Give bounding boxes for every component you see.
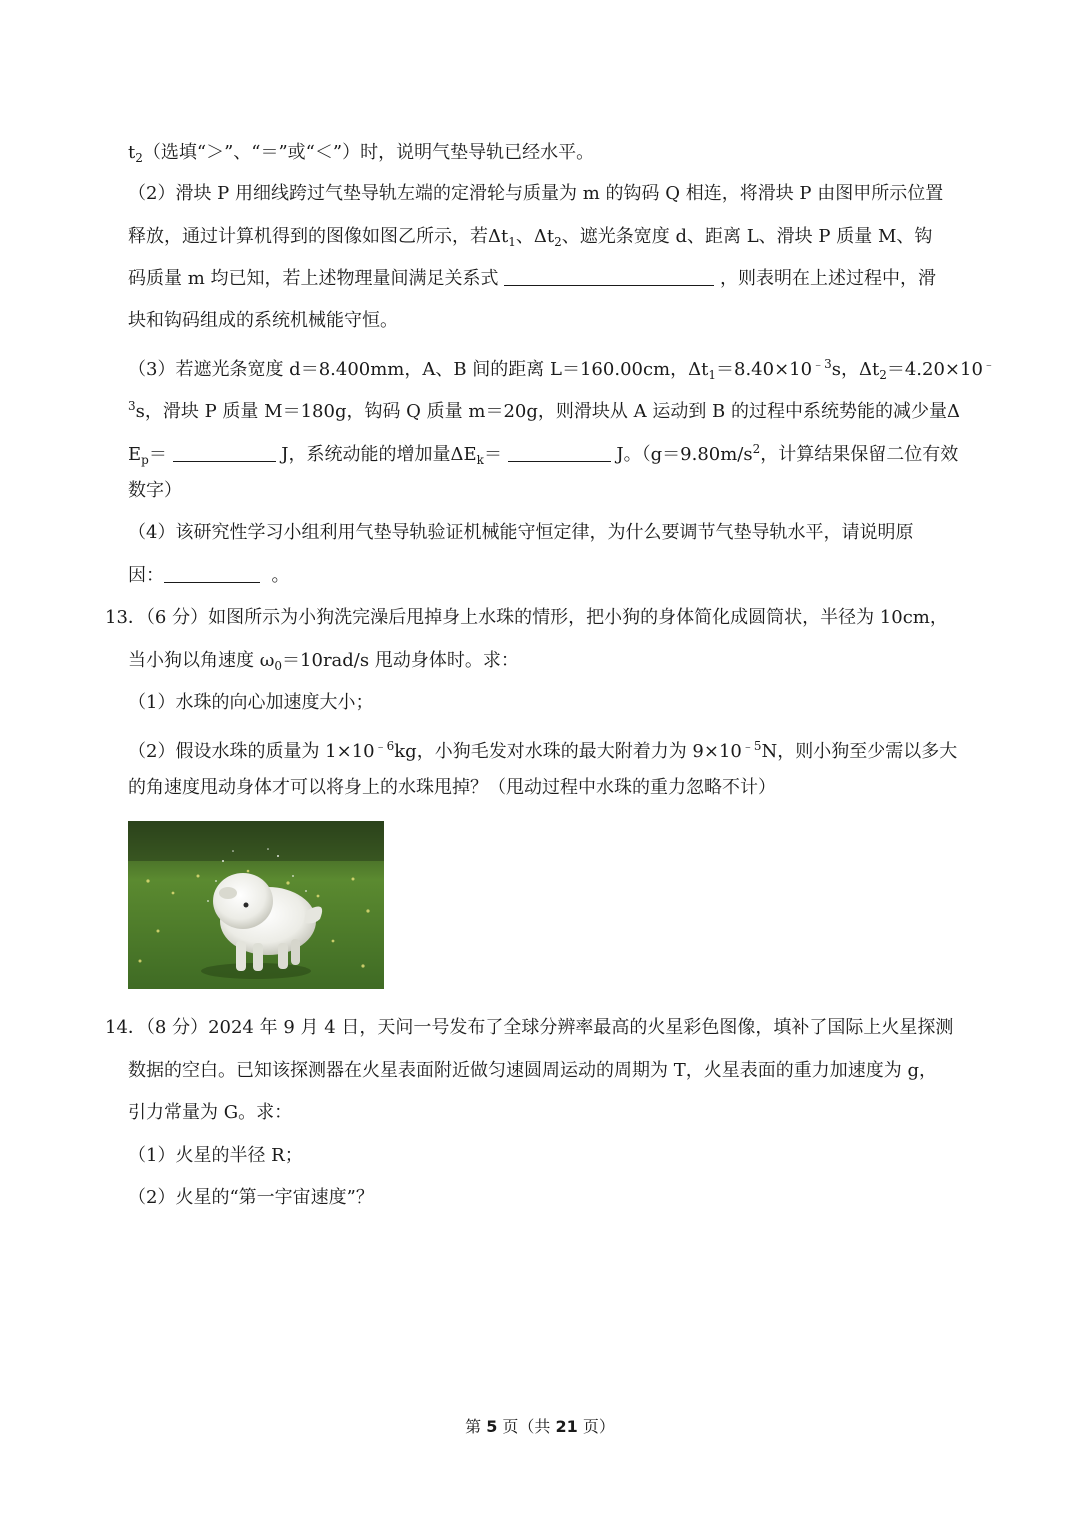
q12-part2-line3: 码质量 m 均已知，若上述物理量间满足关系式 ，则表明在上述过程中，滑 (128, 268, 936, 289)
q12-part4-line1: （4）该研究性学习小组利用气垫导轨验证机械能守恒定律，为什么要调节气垫导轨水平，请说明原 (128, 522, 914, 543)
q12-part3-line4: 数字） (128, 480, 182, 501)
q12-part2-line1: （2）滑块 P 用细线跨过气垫导轨左端的定滑轮与质量为 m 的钩码 Q 相连，将滑块 P 由图甲所示位置 (128, 183, 944, 204)
q12-part3-line2: $^3$s，滑块 P 质量 M＝180g，钩码 Q 质量 m＝20g，则滑块从 A 运动到 B 的过程中系统势能的减少量Δ (128, 399, 960, 422)
dog-shaking-water-photo (128, 821, 384, 989)
q14-stem-line1: 14．（8 分）2024 年 9 月 4 日，天问一号发布了全球分辨率最高的火星彩色图像，填补了国际上火星探测 (105, 1017, 954, 1038)
answer-blank-relation[interactable] (504, 267, 714, 286)
q12-part2-line4: 块和钩码组成的系统机械能守恒。 (128, 310, 398, 331)
q13-sub2-line1: （2）假设水珠的质量为 $1\times 10^{﹣6}kg$，小狗毛发对水珠的最大附着力为 $9\times 10^{﹣5}N$，则小狗至少需以多大 (128, 739, 958, 762)
total-page-count: 21 (555, 1417, 578, 1436)
q12-part1-end: $t_2$（选填“＞”、“＝”或“＜”）时，说明气垫导轨已经水平。 (128, 142, 595, 165)
q13-sub2-line2: 的角速度甩动身体才可以将身上的水珠甩掉？（甩动过程中水珠的重力忽略不计） (128, 777, 776, 798)
answer-blank-potential-energy[interactable] (173, 443, 276, 462)
q13-stem-line1: 13．（6 分）如图所示为小狗洗完澡后甩掉身上水珠的情形，把小狗的身体简化成圆筒状，半径为 10cm， (105, 607, 948, 628)
current-page-number: 5 (486, 1417, 498, 1436)
q12-part3-line1: （3）若遮光条宽度 d＝8.400mm，A、B 间的距离 L＝160.00cm，$\Delta t_1=8.40\times 10^{﹣3}s$，$\Delta t_2=4.20\times 10^﹣$ (128, 357, 995, 382)
answer-blank-kinetic-energy[interactable] (508, 443, 611, 462)
answer-blank-reason[interactable] (164, 564, 260, 583)
q13-stem-line2: 当小狗以角速度 $\omega_0=10rad/s$ 甩动身体时。求： (128, 650, 519, 673)
page-footer: 第 5 页（共 21 页） (465, 1417, 615, 1436)
q14-sub1: （1）火星的半径 R； (128, 1145, 303, 1166)
q12-part2-line2: 释放，通过计算机得到的图像如图乙所示，若$\Delta t_1$、$\Delta t_2$、遮光条宽度 d、距离 L、滑块 P 质量 M、钩 (128, 226, 933, 249)
q14-stem-line3: 引力常量为 G。求： (128, 1102, 293, 1123)
q12-part4-line2: 因： 。 (128, 565, 290, 586)
q14-stem-line2: 数据的空白。已知该探测器在火星表面附近做匀速圆周运动的周期为 T，火星表面的重力加速度为 g， (128, 1060, 937, 1081)
dog-photo-illustration (128, 821, 384, 989)
q12-part3-line3: $E_p= J$，系统动能的增加量$\Delta E_k= J$。（$g=9.80m/s^2$，计算结果保留二位有效 (128, 442, 959, 467)
q13-sub1: （1）水珠的向心加速度大小； (128, 692, 374, 713)
q14-sub2: （2）火星的“第一宇宙速度”？ (128, 1187, 374, 1208)
